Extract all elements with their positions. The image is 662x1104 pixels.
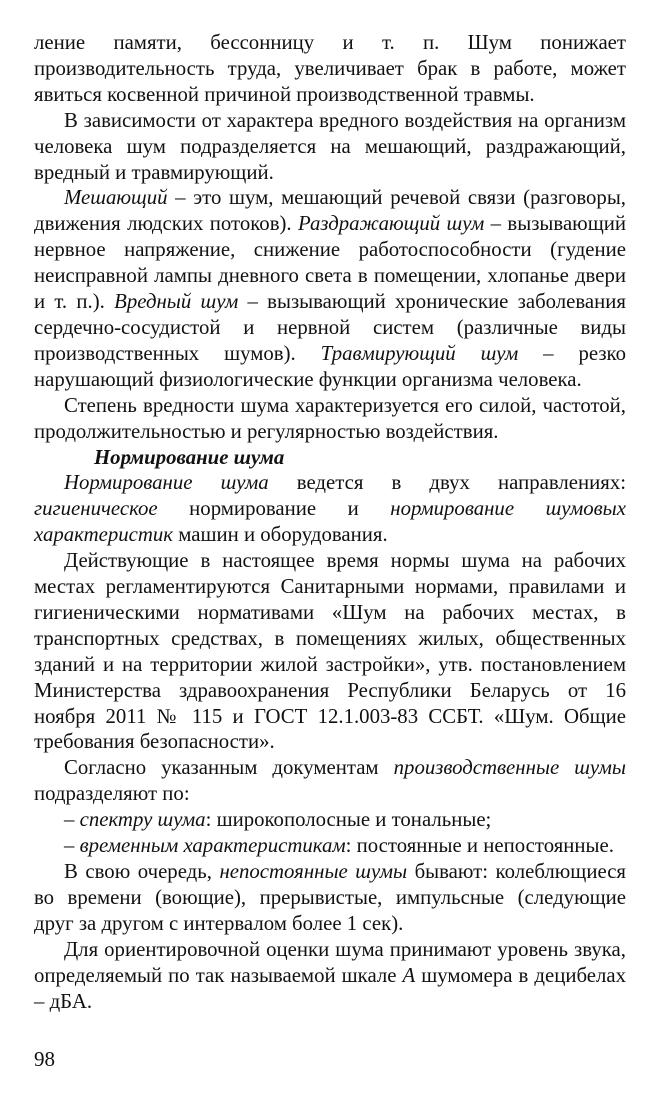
paragraph: Действующие в настоящее время нормы шума на рабочих местах регламентируются Санитарными нормами, правилами и гигиеническими нормативами «Шум на рабочих местах, в транспортных средствах, в помещениях жилых, общественных зданий и на территории жилой застройки», утв. постановлением Министерства здравоохранения Республики Беларусь от 16 ноября 2011 № 115 и ГОСТ 12.1.003-83 ССБТ. «Шум. Общие требования безопасности». bbox=[34, 549, 626, 754]
page-number: 98 bbox=[34, 1047, 55, 1071]
paragraph: ление памяти, бессонницу и т. п. Шум понижает производительность труда, увеличивает брак в работе, может явиться косвенной причиной производственной травмы. bbox=[34, 31, 626, 106]
paragraph: Для ориентировочной оценки шума принимают уровень звука, определяемый по так называемой шкале А шумомера в децибелах – дБА. bbox=[34, 937, 627, 1013]
paragraph: В зависимости от характера вредного воздействия на организм человека шум подразделяется на мешающий, раздражающий, вредный и травмирующий. bbox=[34, 108, 626, 184]
section-heading: Нормирование шума bbox=[94, 445, 285, 469]
body-text bbox=[34, 30, 626, 1014]
list-item: – спектру шума: широкополосные и тональные; bbox=[64, 808, 492, 832]
paragraph: Согласно указанным документам производственные шумы подразделяют по: bbox=[34, 756, 627, 806]
paragraph: Мешающий – это шум, мешающий речевой связи (разговоры, движения людских потоков). Раздражающий шум – вызывающий нервное напряжение, снижение работоспособности (гудение неисправной лампы дневного света в помещении, хлопанье двери и т. п.). Вредный шум – вызывающий хронические заболевания сердечно-сосудистой и нервной систем (различные виды производственных шумов). Травмирующий шум – резко нарушающий физиологические функции организма человека. bbox=[34, 186, 627, 391]
paragraph: Степень вредности шума характеризуется его силой, частотой, продолжительностью и регулярностью воздействия. bbox=[34, 393, 626, 443]
paragraph: В свою очередь, непостоянные шумы бывают: колеблющиеся во времени (воющие), прерывистые, импульсные (следующие друг за другом с интервалом более 1 сек). bbox=[34, 860, 626, 935]
paragraph: Нормирование шума ведется в двух направлениях: гигиеническое нормирование и нормирование шумовых характеристик машин и оборудования. bbox=[34, 471, 626, 547]
list-item: – временным характеристикам: постоянные и непостоянные. bbox=[64, 834, 614, 858]
